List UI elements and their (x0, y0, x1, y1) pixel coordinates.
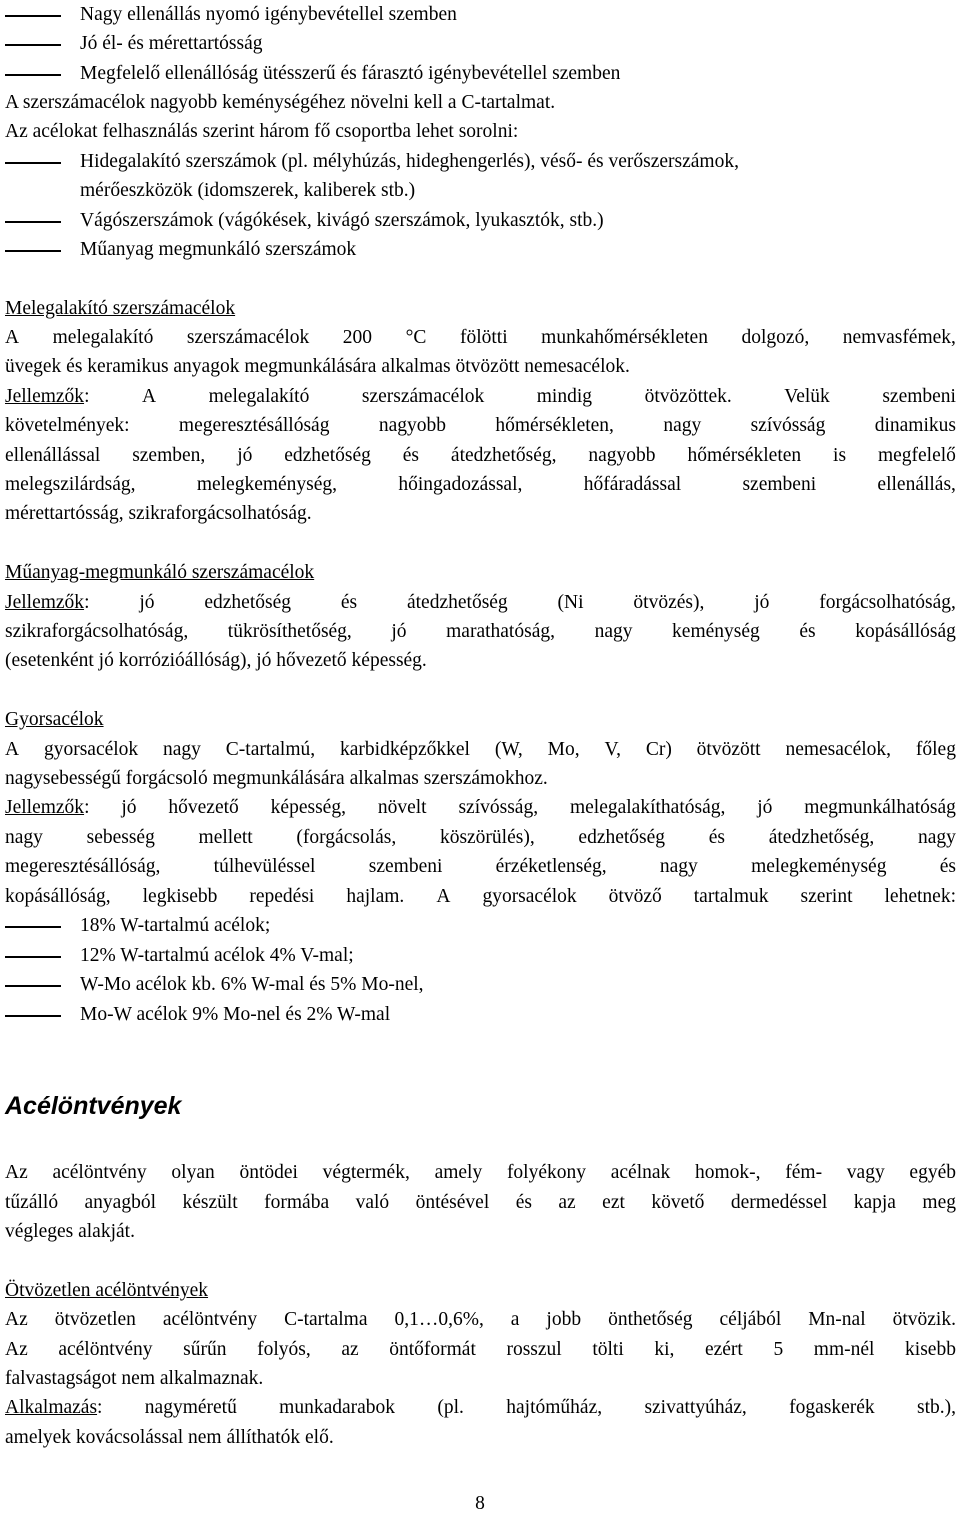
bullet-item: Jó él- és mérettartósság (80, 33, 263, 54)
text-line: Jellemzők: jó edzhetőség és átedzhetőség (Ni ötvözés), jó forgácsolhatóság, (5, 592, 956, 613)
bullet-item: Vágószerszámok (vágókések, kivágó szerszámok, lyukasztók, stb.) (80, 210, 604, 231)
text-line: Az acélöntvény sűrűn folyós, az öntőformát rosszul tölti ki, ezért 5 mm-nél kisebb (5, 1339, 956, 1360)
label: Jellemzők (5, 797, 85, 818)
text-line: nagy sebesség mellett (forgácsolás, köszörülés), edzhetőség és átedzhetőség, nagy (5, 827, 956, 848)
chapter-title: Acélöntvények (5, 1092, 182, 1120)
bullet-item: Nagy ellenállás nyomó igénybevétellel szemben (80, 4, 457, 25)
text-line: Jellemzők: jó hővezető képesség, növelt szívósság, melegalakíthatóság, jó megmunkálhatóság (5, 797, 956, 818)
text-line: Jellemzők: A melegalakító szerszámacélok mindig ötvözöttek. Velük szembeni (5, 386, 956, 407)
label: Alkalmazás (5, 1397, 98, 1418)
section-heading: Ötvözetlen acélöntvények (5, 1280, 209, 1301)
text-line: amelyek kovácsolással nem állíthatók elő. (5, 1427, 334, 1448)
text-line: szikraforgácsolhatóság, tükrösíthetőség, jó marathatóság, nagy keménység és kopásállóság (5, 621, 956, 642)
label: Jellemzők (5, 386, 85, 407)
label: Jellemzők (5, 592, 85, 613)
text-line: mérőeszközök (idomszerek, kaliberek stb.) (80, 180, 416, 201)
text-line: nagysebességű forgácsoló megmunkálására alkalmas szerszámokhoz. (5, 768, 548, 789)
text-line: tűzálló anyagból készült formába való öntésével és az ezt követő dermedéssel kapja meg (5, 1192, 956, 1213)
bullet-item: Hidegalakító szerszámok (pl. mélyhúzás, hideghengerlés), véső- és verőszerszámok, (80, 151, 739, 172)
section-heading: Műanyag-megmunkáló szerszámacélok (5, 562, 315, 583)
text-line: A szerszámacélok nagyobb keménységéhez növelni kell a C-tartalmat. (5, 92, 556, 113)
text-line: Az acélöntvény olyan öntödei végtermék, amely folyékony acélnak homok-, fém- vagy egyéb (5, 1162, 956, 1183)
page-number: 8 (475, 1493, 485, 1514)
text-line: falvastagságot nem alkalmaznak. (5, 1368, 264, 1389)
text-line: A gyorsacélok nagy C-tartalmú, karbidképzőkkel (W, Mo, V, Cr) ötvözött nemesacélok, főleg (5, 739, 956, 760)
bullet-item: 12% W-tartalmú acélok 4% V-mal; (80, 945, 354, 966)
text-line: Alkalmazás: nagyméretű munkadarabok (pl. hajtóműház, szivattyúház, fogaskerék stb.), (5, 1397, 956, 1418)
text-line: Az ötvözetlen acélöntvény C-tartalma 0,1…0,6%, a jobb önthetőség céljából Mn-nal ötvözik. (5, 1309, 956, 1330)
bullet-item: Mo-W acélok 9% Mo-nel és 2% W-mal (80, 1004, 391, 1025)
text-line: melegszilárdság, melegkeménység, hőingadozással, hőfáradással szembeni ellenállás, (5, 474, 956, 495)
text-line: követelmények: megeresztésállóság nagyobb hőmérsékleten, nagy szívósság dinamikus (5, 415, 956, 436)
bullet-item: 18% W-tartalmú acélok; (80, 915, 271, 936)
text-line: A melegalakító szerszámacélok 200 °C fölötti munkahőmérsékleten dolgozó, nemvasfémek, (5, 327, 956, 348)
text-line: (esetenként jó korrózióállóság), jó hővezető képesség. (5, 650, 427, 671)
text-line: kopásállóság, legkisebb repedési hajlam. A gyorsacélok ötvöző tartalmuk szerint lehetnek: (5, 886, 956, 907)
bullet-item: Műanyag megmunkáló szerszámok (80, 239, 357, 260)
text-line: Az acélokat felhasználás szerint három fő csoportba lehet sorolni: (5, 121, 519, 142)
section-heading: Gyorsacélok (5, 709, 104, 730)
text-line: megeresztésállóság, túlhevüléssel szembeni érzéketlenség, nagy melegkeménység és (5, 856, 956, 877)
text-line: ellenállással szemben, jó edzhetőség és átedzhetőség, nagyobb hőmérsékleten is megfelelő (5, 445, 956, 466)
text-line: üvegek és keramikus anyagok megmunkálására alkalmas ötvözött nemesacélok. (5, 356, 630, 377)
section-heading: Melegalakító szerszámacélok (5, 298, 236, 319)
bullet-item: Megfelelő ellenállóság ütésszerű és fárasztó igénybevétellel szemben (80, 63, 621, 84)
text-line: mérettartósság, szikraforgácsolhatóság. (5, 503, 312, 524)
bullet-item: W-Mo acélok kb. 6% W-mal és 5% Mo-nel, (80, 974, 424, 995)
text-line: végleges alakját. (5, 1221, 135, 1242)
